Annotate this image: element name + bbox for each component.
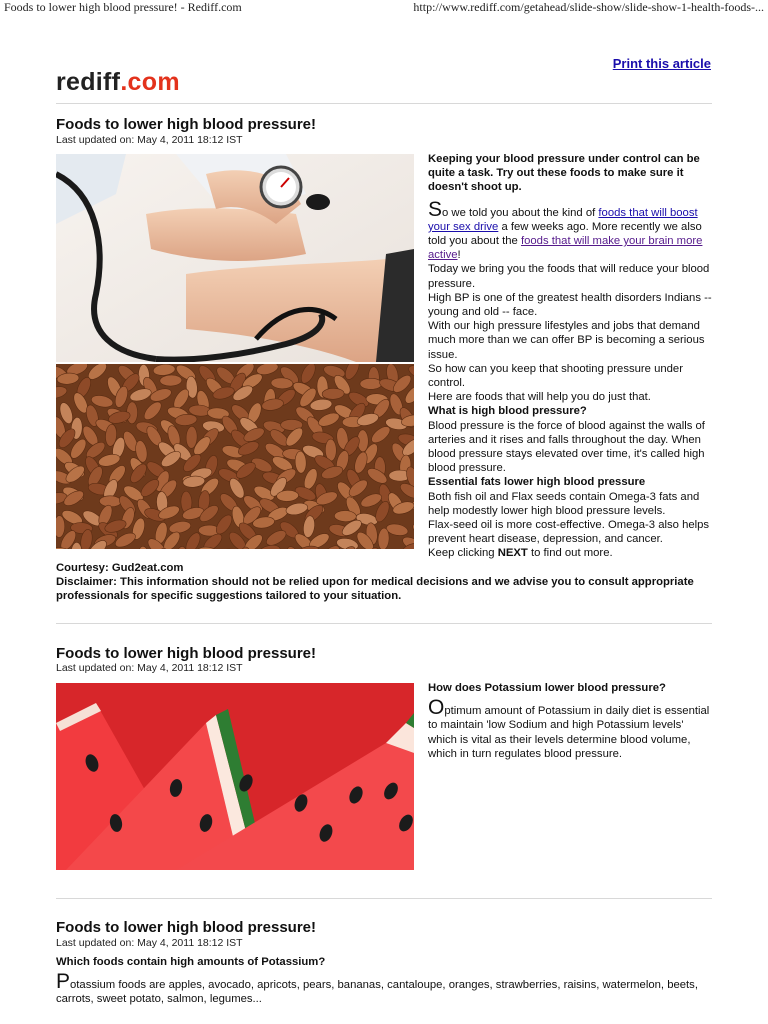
body-paragraph: Both fish oil and Flax seeds contain Omega-3 fats and help modestly lower high blood pressure levels. [428,490,700,517]
last-updated: Last updated on: May 4, 2011 18:12 IST [56,937,243,949]
print-header [0,0,768,16]
brain-foods-link[interactable]: foods that will make your brain more active [428,235,703,262]
subheading: Essential fats lower high blood pressure [428,476,646,489]
last-updated: Last updated on: May 4, 2011 18:12 IST [56,662,243,674]
body-line: High BP is one of the greatest health disorders Indians -- young and old -- face. [428,291,712,319]
text: o we told you about the kind of [442,206,599,219]
body-line: So how can you keep that shooting pressure under control. [428,362,683,390]
article-title: Foods to lower high blood pressure! [56,645,317,662]
flax-seeds-photo [56,364,414,549]
dropcap: O [428,696,445,720]
article-body [428,152,714,561]
text: a few weeks ago. More recently we also told you about the [428,220,702,248]
page-title: Foods to lower high blood pressure! - Rediff.com [4,0,242,14]
subheading: How does Potassium lower blood pressure? [428,682,666,694]
body-line: Today we bring you the foods that will reduce your blood pressure. [428,263,710,290]
dropcap: P [56,970,71,994]
text: ptimum amount of Potassium in daily diet is essential to maintain 'low Sodium and high Potassium levels' which is vital as their levels determine blood volume, which in turn regulates blood pressure. [428,705,710,760]
article-body [56,955,712,1007]
article-title: Foods to lower high blood pressure! [56,919,317,936]
rediff-logo[interactable] [56,68,180,97]
body-line: Here are foods that will help you do just that. [428,391,651,404]
text: to find out more. [527,547,613,560]
sex-drive-foods-link[interactable]: foods that will boost your sex drive [428,206,698,233]
logo-text-com: .com [120,68,180,96]
page-url[interactable]: http://www.rediff.com/getahead/slide-show/slide-show-1-health-foods-... [413,0,764,14]
body-line: With our high pressure lifestyles and jobs that demand much more than we can offer BP is becoming a serious issue. [428,320,705,361]
body-paragraph: Flax-seed oil is more cost-effective. Omega-3 also helps prevent heart disease, depression, and cancer. [428,519,710,546]
last-updated: Last updated on: May 4, 2011 18:12 IST [56,134,243,146]
body-paragraph: Blood pressure is the force of blood against the walls of arteries and it rises and falls throughout the day. When blood pressure stays elevated over time, it's called high blood pressure. [428,419,705,475]
dropcap: S [428,197,443,221]
divider [56,623,712,624]
logo-text-rediff: rediff [56,68,121,96]
watermelon-photo [56,683,414,870]
lead-paragraph: Keeping your blood pressure under control can be quite a task. Try out these foods to make sure it doesn't shoot up. [428,153,700,194]
keep-clicking-line [428,546,714,560]
intro-paragraph [428,197,714,263]
article-body [428,681,714,761]
text: otassium foods are apples, avocado, apricots, pears, bananas, cantaloupe, oranges, strawberries, raisins, watermelon, beets, carrots, sweet potato, salmon, legumes... [56,979,698,1006]
credits [56,561,712,604]
body-paragraph [428,696,714,761]
next-label: NEXT [497,547,528,560]
divider [56,103,712,104]
body-paragraph [56,970,712,1006]
blood-pressure-photo [56,154,414,362]
disclaimer: Disclaimer: This information should not be relied upon for medical decisions and we advise you to consult appropriate professionals for specific suggestions tailored to your situation. [56,576,694,603]
subheading: What is high blood pressure? [428,405,587,418]
subheading: Which foods contain high amounts of Potassium? [56,956,326,968]
text: ! [457,249,461,262]
text: Keep clicking [428,547,498,560]
article-title: Foods to lower high blood pressure! [56,116,317,133]
courtesy-line: Courtesy: Gud2eat.com [56,562,184,574]
print-article-link[interactable]: Print this article [612,56,711,71]
divider [56,898,712,899]
